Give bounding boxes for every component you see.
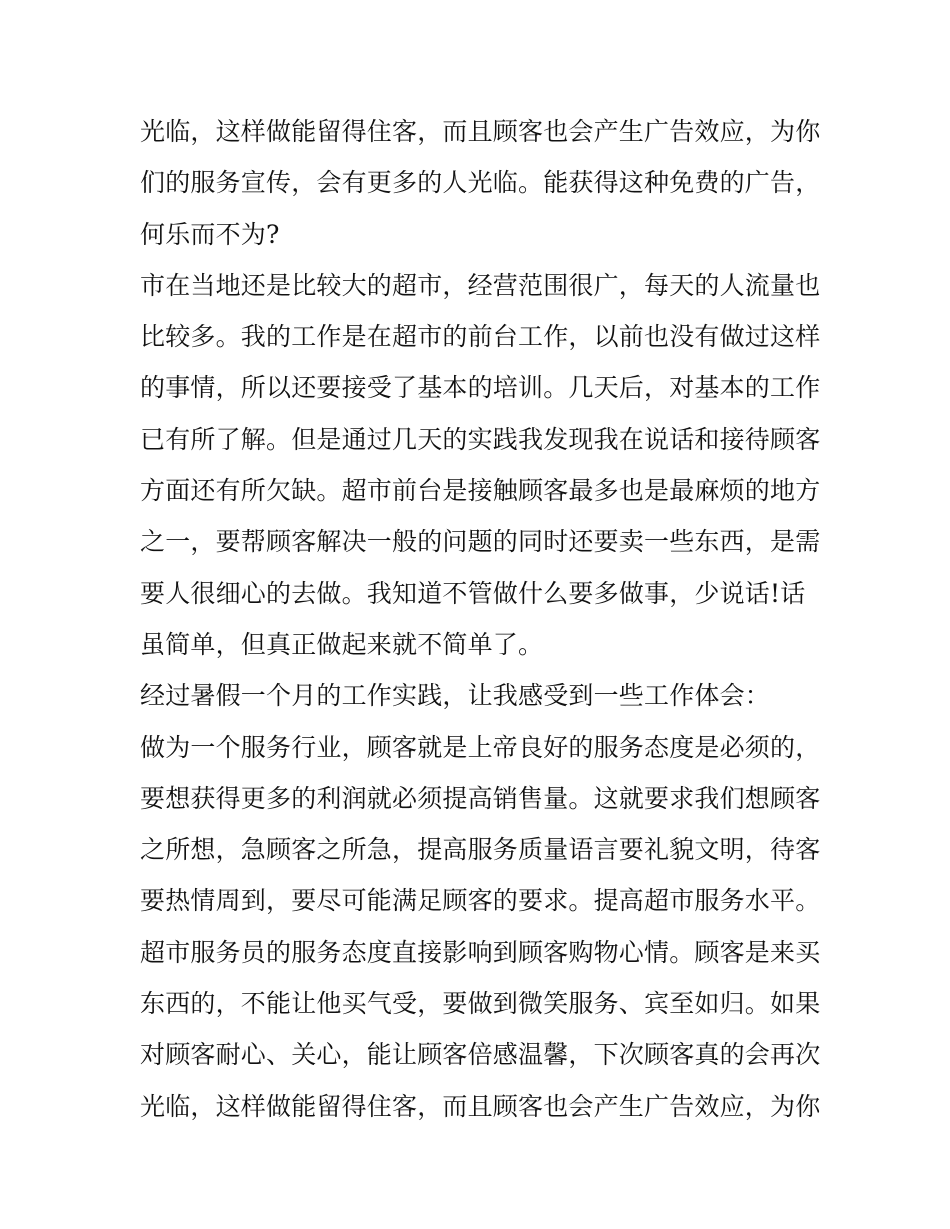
text-line: 已有所了解。但是通过几天的实践我发现我在说话和接待顾客 [140, 424, 821, 454]
text-line: 何乐而不为? [140, 219, 280, 249]
text-line: 做为一个服务行业，顾客就是上帝良好的服务态度是必须的， [140, 732, 821, 762]
text-line: 东西的，不能让他买气受，要做到微笑服务、宾至如归。如果 [140, 989, 821, 1019]
text-line: 要人很细心的去做。我知道不管做什么要多做事，少说话!话 [140, 578, 806, 608]
text-line: 之所想，急顾客之所急，提高服务质量语言要礼貌文明，待客 [140, 835, 821, 865]
text-line: 市在当地还是比较大的超市，经营范围很广，每天的人流量也 [140, 270, 821, 300]
text-line: 们的服务宣传，会有更多的人光临。能获得这种免费的广告， [140, 168, 821, 198]
document-body [140, 106, 820, 1132]
text-line: 之一，要帮顾客解决一般的问题的同时还要卖一些东西，是需 [140, 527, 821, 557]
text-line: 对顾客耐心、关心，能让顾客倍感温馨，下次顾客真的会再次 [140, 1040, 821, 1070]
text-line: 光临，这样做能留得住客，而且顾客也会产生广告效应，为你 [140, 1091, 821, 1121]
text-line: 超市服务员的服务态度直接影响到顾客购物心情。顾客是来买 [140, 937, 821, 967]
text-line: 光临，这样做能留得住客，而且顾客也会产生广告效应，为你 [140, 117, 821, 146]
text-line: 虽简单，但真正做起来就不简单了。 [140, 629, 544, 659]
text-line: 方面还有所欠缺。超市前台是接触顾客最多也是最麻烦的地方 [140, 476, 821, 506]
text-line: 要热情周到，要尽可能满足顾客的要求。提高超市服务水平。 [140, 886, 821, 916]
text-line: 的事情，所以还要接受了基本的培训。几天后，对基本的工作 [140, 373, 821, 403]
text-line: 要想获得更多的利润就必须提高销售量。这就要求我们想顾客 [140, 783, 821, 813]
text-line: 比较多。我的工作是在超市的前台工作，以前也没有做过这样 [140, 322, 821, 352]
text-line: 经过暑假一个月的工作实践，让我感受到一些工作体会： [140, 681, 771, 711]
